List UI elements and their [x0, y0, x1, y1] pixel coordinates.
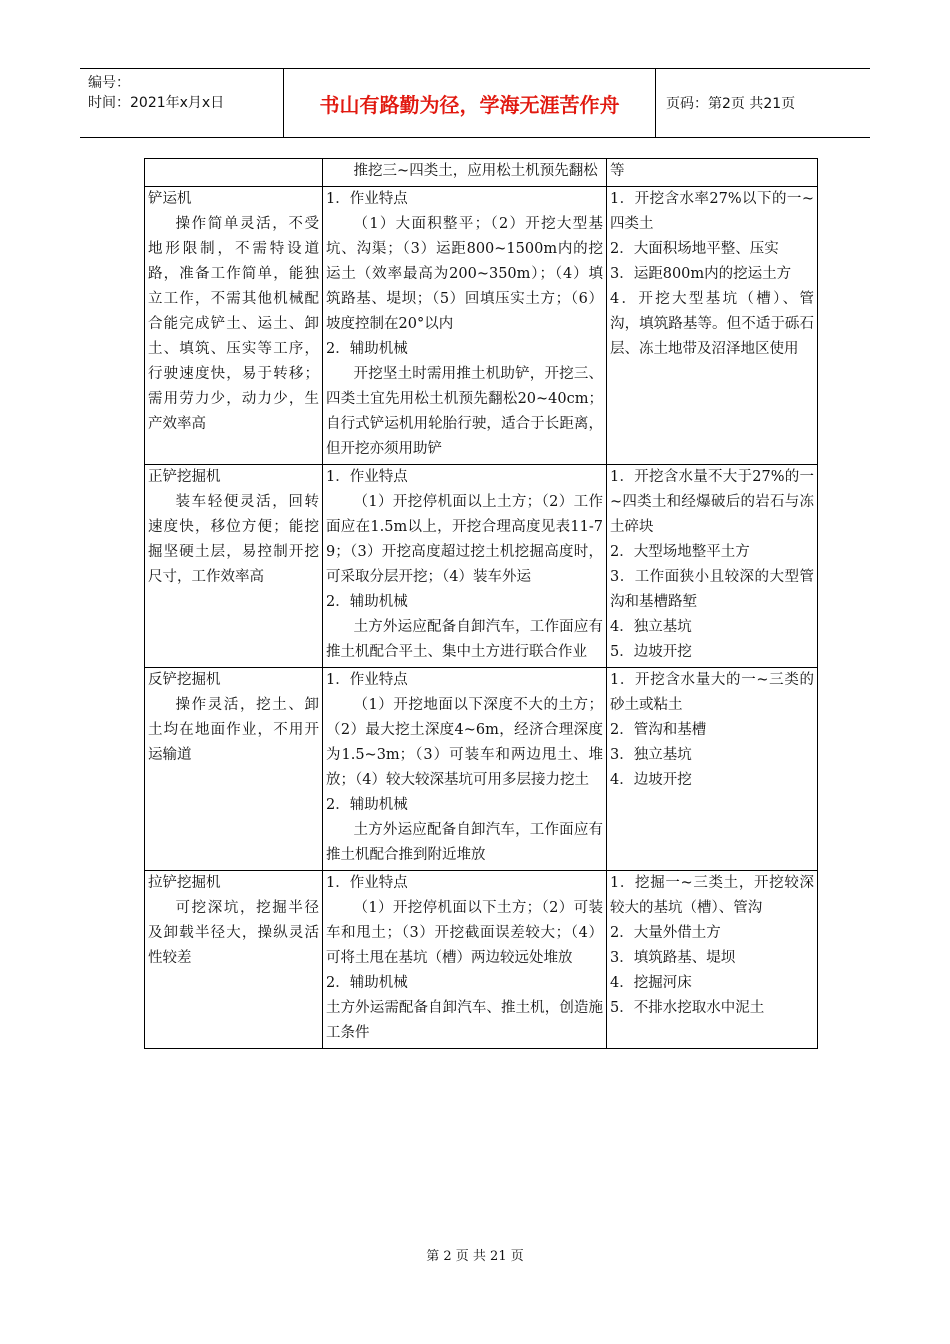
machine-cell — [145, 187, 323, 465]
machine-name: 反铲挖掘机 — [148, 672, 221, 688]
work-line: 土方外运应配备自卸汽车，工作面应有推土机配合推到附近堆放 — [326, 822, 603, 863]
scope-line: 1．开挖含水量不大于27%的一~四类土和经爆破后的岩石与冻土碎块 — [610, 469, 814, 535]
work-line: 开挖坚土时需用推土机助铲，开挖三、四类土宜先用松土机预先翻松20~40cm；自行式铲运机用轮胎行驶，适合于长距离，但开挖亦须用助铲 — [326, 366, 603, 457]
scope-line: 2．大型场地整平土方 — [610, 544, 750, 560]
machine-cell — [145, 465, 323, 668]
work-line: 2．辅助机械 — [326, 341, 408, 357]
scope-line: 3．填筑路基、堤坝 — [610, 950, 736, 966]
scope-cell — [607, 465, 818, 668]
work-cell — [323, 159, 607, 187]
scope-line: 1．开挖含水量大的一~三类的砂土或粘土 — [610, 672, 814, 713]
page-footer: 第 2 页 共 21 页 — [426, 1249, 524, 1264]
machine-cell — [145, 871, 323, 1049]
scope-line: 5．不排水挖取水中泥土 — [610, 1000, 765, 1016]
machine-desc: 装车轻便灵活，回转速度快，移位方便；能挖掘坚硬土层，易控制开挖尺寸，工作效率高 — [148, 494, 319, 585]
machinery-table — [144, 158, 818, 1049]
work-cell — [323, 465, 607, 668]
scope-cell — [607, 187, 818, 465]
scope-line: 3．工作面狭小且较深的大型管沟和基槽路堑 — [610, 569, 814, 610]
code-label: 编号： — [88, 75, 130, 91]
scope-cell — [607, 871, 818, 1049]
work-line: 1．作业特点 — [326, 672, 408, 688]
scope-cell — [607, 159, 818, 187]
work-line: 土方外运需配备自卸汽车、推土机，创造施工条件 — [326, 1000, 603, 1041]
scope-line: 1．挖掘一~三类土，开挖较深较大的基坑（槽）、管沟 — [610, 875, 814, 916]
machine-desc: 操作简单灵活，不受地形限制，不需特设道路，准备工作简单，能独立工作，不需其他机械配合能完成铲土、运土、卸土、填筑、压实等工序，行驶速度快，易于转移；需用劳力少，动力少，生产效率高 — [148, 216, 319, 432]
machine-desc: 操作灵活，挖土、卸土均在地面作业，不用开运输道 — [148, 697, 319, 763]
work-line: 1．作业特点 — [326, 191, 408, 207]
work-line: （1）大面积整平；（2）开挖大型基坑、沟渠；（3）运距800~1500m内的挖运土（效率最高为200~350m）；（4）填筑路基、堤坝；（5）回填压实土方；（6）坡度控制在20°以内 — [326, 216, 603, 332]
header-page-label: 页码：第2页 共21页 — [666, 96, 796, 112]
work-line: 2．辅助机械 — [326, 594, 408, 610]
work-cell — [323, 668, 607, 871]
scope-line: 2．大面积场地平整、压实 — [610, 241, 779, 257]
time-label: 时间：2021年x月x日 — [88, 95, 225, 111]
machine-name: 正铲挖掘机 — [148, 469, 221, 485]
work-line: 推挖三~四类土，应用松土机预先翻松 — [353, 163, 598, 179]
header-motto: 书山有路勤为径，学海无涯苦作舟 — [284, 69, 656, 137]
work-line: 土方外运应配备自卸汽车，工作面应有推土机配合平土、集中土方进行联合作业 — [326, 619, 603, 660]
scope-line: 3．独立基坑 — [610, 747, 692, 763]
machine-cell — [145, 668, 323, 871]
work-cell — [323, 187, 607, 465]
header-meta — [80, 69, 284, 137]
scope-line: 2．管沟和基槽 — [610, 722, 707, 738]
work-line: （1）开挖停机面以下土方；（2）可装车和甩土；（3）开挖截面误差较大；（4）可将土甩在基坑（槽）两边较远处堆放 — [326, 900, 603, 966]
scope-line: 4．边坡开挖 — [610, 772, 692, 788]
scope-cell — [607, 668, 818, 871]
scope-line: 4．开挖大型基坑（槽）、管沟，填筑路基等。但不适于砾石层、冻土地带及沼泽地区使用 — [610, 291, 814, 357]
work-line: （1）开挖停机面以上土方；（2）工作面应在1.5m以上，开挖合理高度见表11-79；（3）开挖高度超过挖土机挖掘高度时，可采取分层开挖；（4）装车外运 — [326, 494, 603, 585]
table-row — [145, 465, 818, 668]
scope-line: 1．开挖含水率27%以下的一~四类土 — [610, 191, 814, 232]
work-line: 2．辅助机械 — [326, 975, 408, 991]
table-row — [145, 871, 818, 1049]
scope-line: 3．运距800m内的挖运土方 — [610, 266, 792, 282]
scope-line: 2．大量外借土方 — [610, 925, 721, 941]
work-line: 1．作业特点 — [326, 469, 408, 485]
scope-line: 5．边坡开挖 — [610, 644, 692, 660]
work-cell — [323, 871, 607, 1049]
machine-desc: 可挖深坑，挖掘半径及卸载半径大，操纵灵活性较差 — [148, 900, 319, 966]
scope-line: 4．独立基坑 — [610, 619, 692, 635]
machine-name: 拉铲挖掘机 — [148, 875, 221, 891]
table-row — [145, 668, 818, 871]
scope-line: 等 — [610, 163, 625, 179]
work-line: （1）开挖地面以下深度不大的土方；（2）最大挖土深度4~6m，经济合理深度为1.5~3m；（3）可装车和两边甩土、堆放；（4）较大较深基坑可用多层接力挖土 — [326, 697, 603, 788]
page-header — [80, 68, 870, 138]
machine-cell — [145, 159, 323, 187]
scope-line: 4．挖掘河床 — [610, 975, 692, 991]
work-line: 1．作业特点 — [326, 875, 408, 891]
machine-name: 铲运机 — [148, 191, 192, 207]
work-line: 2．辅助机械 — [326, 797, 408, 813]
table-row — [145, 159, 818, 187]
table-row — [145, 187, 818, 465]
